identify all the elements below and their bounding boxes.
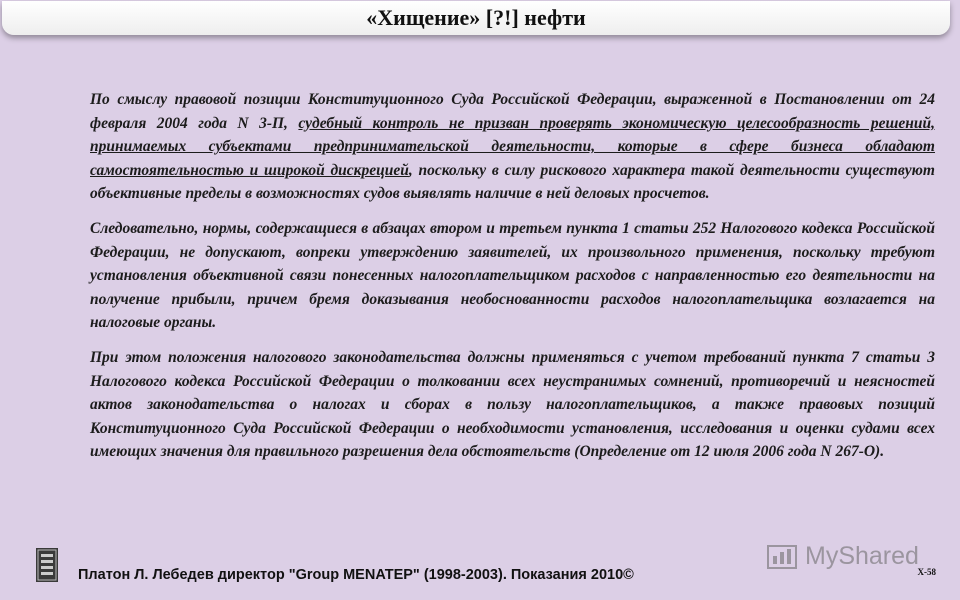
slide-body <box>90 88 935 475</box>
slide-title: «Хищение» [?!] нефти <box>366 5 586 30</box>
title-bar <box>2 1 950 35</box>
menatep-logo-icon <box>36 548 58 582</box>
paragraph-3: При этом положения налогового законодательства должны применяться с учетом требований пункта 7 статьи 3 Налогового кодекса Российской Федерации о толковании всех неустранимых сомнений, противоречий и неясностей актов законодательства о налогах и сборах в пользу налогоплательщиков, а также правовых позиций Конституционного Суда Российской Федерации о необходимости установления, исследования и оценки судами всех имеющих значения для правильного разрешения дела обстоятельств (Определение от 12 июля 2006 года N 267-О). <box>90 348 935 461</box>
watermark-text: MyShared <box>805 541 919 570</box>
footer-caption: Платон Л. Лебедев директор "Group MENATEP" (1998-2003). Показания 2010© <box>78 567 634 583</box>
myshared-logo-icon <box>767 540 799 572</box>
paragraph-1 <box>90 88 935 206</box>
slide-number: X-58 <box>917 567 936 577</box>
paragraph-2: Следовательно, нормы, содержащиеся в абзацах втором и третьем пункта 1 статьи 252 Налогового кодекса Российской Федерации, не допускают, вопреки утверждению заявителей, их произвольного применения, поскольку требуют установления объективной связи понесенных налогоплательщиком расходов с направленностью его деятельности на получение прибыли, причем бремя доказывания необоснованности расходов налогоплательщика возлагается на налоговые органы. <box>90 219 935 332</box>
watermark <box>767 537 927 575</box>
paragraph-1-tail: , поскольку в силу рискового характера такой деятельности существуют объективные пределы в возможностях судов выявлять наличие в ней деловых просчетов. <box>90 161 935 203</box>
paragraph-1-lead: По смыслу правовой позиции Конституционного Суда Российской Федерации, выраженной в Постановлении от 24 февраля 2004 года N 3-П, <box>90 91 935 132</box>
paragraph-1-underlined: судебный контроль не призван проверять экономическую целесообразность решений, принимаемых субъектами предпринимательской деятельности, которые в сфере бизнеса обладают самостоятельностью и широкой дискрецией <box>90 114 935 179</box>
